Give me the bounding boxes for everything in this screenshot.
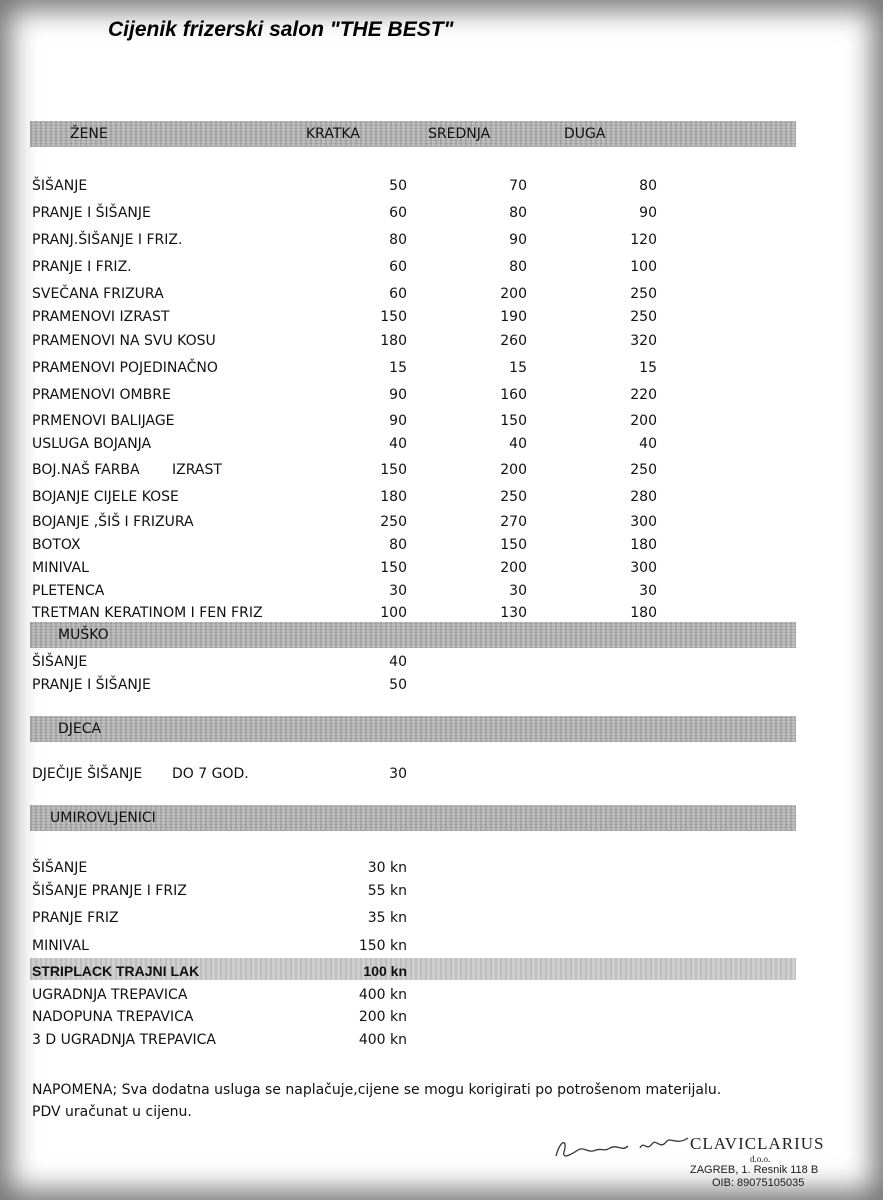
price-long: 250 [630, 309, 657, 325]
service-note: IZRAST [172, 462, 222, 478]
price-row [0, 987, 883, 1007]
price-short: 100 [380, 605, 407, 621]
price-medium: 150 [500, 413, 527, 429]
price-row [0, 583, 883, 603]
price-short: 40 [389, 654, 407, 670]
service-name: UGRADNJA TREPAVICA [32, 987, 188, 1003]
price-long: 180 [630, 605, 657, 621]
price-short: 40 [389, 436, 407, 452]
price-short: 90 [389, 413, 407, 429]
service-name: ŠIŠANJE PRANJE I FRIZ [32, 883, 187, 899]
price-short: 150 [380, 462, 407, 478]
price-row [0, 436, 883, 456]
price-long: 250 [630, 286, 657, 302]
price-medium: 80 [509, 205, 527, 221]
price-long: 300 [630, 560, 657, 576]
price-short: 400 kn [358, 987, 407, 1003]
price-medium: 30 [509, 583, 527, 599]
price-row [0, 387, 883, 407]
price-long: 180 [630, 537, 657, 553]
price-row [0, 963, 883, 983]
price-short: 55 kn [367, 883, 407, 899]
company-stamp [690, 1134, 860, 1190]
price-row [0, 286, 883, 306]
price-row [0, 489, 883, 509]
price-short: 400 kn [358, 1032, 407, 1048]
price-row [0, 938, 883, 958]
price-short: 80 [389, 232, 407, 248]
service-name: ŠIŠANJE [32, 860, 88, 876]
price-short: 60 [389, 286, 407, 302]
price-row [0, 1032, 883, 1052]
price-row [0, 259, 883, 279]
price-row [0, 537, 883, 557]
price-medium: 200 [500, 560, 527, 576]
price-short: 35 kn [367, 910, 407, 926]
price-row [0, 766, 883, 786]
service-name: PRANJE I ŠIŠANJE [32, 677, 151, 693]
service-name: NADOPUNA TREPAVICA [32, 1009, 194, 1025]
service-note: DO 7 GOD. [172, 766, 249, 782]
service-name: SVEČANA FRIZURA [32, 286, 164, 302]
price-medium: 90 [509, 232, 527, 248]
price-row [0, 232, 883, 252]
price-row [0, 860, 883, 880]
stamp-address: ZAGREB, 1. Resnik 118 B [690, 1164, 819, 1176]
men-header-label: MUŠKO [58, 627, 109, 643]
note-line-1: NAPOMENA; Sva dodatna usluga se naplačuje,cijene se mogu korigirati po potrošenom materijalu. [32, 1082, 722, 1098]
price-row [0, 205, 883, 225]
price-long: 80 [639, 178, 657, 194]
price-short: 80 [389, 537, 407, 553]
service-name: USLUGA BOJANJA [32, 436, 152, 452]
price-short: 150 kn [358, 938, 407, 954]
service-name: PRAMENOVI POJEDINAČNO [32, 360, 218, 376]
service-name: BOJANJE ,ŠIŠ I FRIZURA [32, 514, 194, 530]
price-short: 250 [380, 514, 407, 530]
price-medium: 70 [509, 178, 527, 194]
seniors-header-label: UMIROVLJENICI [50, 810, 156, 826]
service-name: PRAMENOVI OMBRE [32, 387, 171, 403]
price-long: 320 [630, 333, 657, 349]
service-name: BOJ.NAŠ FARBA [32, 462, 140, 478]
women-header-label: ŽENE [70, 126, 108, 142]
column-header-medium: SREDNJA [428, 126, 491, 142]
price-row [0, 883, 883, 903]
price-short: 50 [389, 677, 407, 693]
price-long: 15 [639, 360, 657, 376]
price-row [0, 309, 883, 329]
price-short: 100 kn [363, 963, 407, 979]
price-short: 180 [380, 489, 407, 505]
price-row [0, 333, 883, 353]
price-medium: 200 [500, 286, 527, 302]
price-long: 30 [639, 583, 657, 599]
price-long: 120 [630, 232, 657, 248]
price-medium: 250 [500, 489, 527, 505]
service-name: PRANJE I ŠIŠANJE [32, 205, 151, 221]
section-header-kids [30, 716, 796, 742]
price-row [0, 1009, 883, 1029]
price-medium: 190 [500, 309, 527, 325]
column-header-short: KRATKA [306, 126, 360, 142]
price-row [0, 413, 883, 433]
price-long: 280 [630, 489, 657, 505]
service-name: PRAMENOVI NA SVU KOSU [32, 333, 216, 349]
service-name: MINIVAL [32, 938, 89, 954]
price-medium: 160 [500, 387, 527, 403]
service-name: PRANJ.ŠIŠANJE I FRIZ. [32, 232, 183, 248]
service-name: ŠIŠANJE [32, 178, 88, 194]
price-long: 300 [630, 514, 657, 530]
kids-header-label: DJECA [58, 721, 102, 737]
stamp-oib: OIB: 89075105035 [712, 1177, 805, 1189]
price-medium: 270 [500, 514, 527, 530]
price-short: 150 [380, 309, 407, 325]
section-header-men [30, 622, 796, 648]
service-name: PRAMENOVI IZRAST [32, 309, 170, 325]
service-name: STRIPLACK TRAJNI LAK [32, 963, 200, 979]
price-long: 90 [639, 205, 657, 221]
service-name: MINIVAL [32, 560, 89, 576]
price-row [0, 654, 883, 674]
price-short: 200 kn [358, 1009, 407, 1025]
price-short: 150 [380, 560, 407, 576]
price-long: 100 [630, 259, 657, 275]
page-title: Cijenik frizerski salon "THE BEST" [108, 18, 454, 41]
price-short: 180 [380, 333, 407, 349]
service-name: BOTOX [32, 537, 81, 553]
price-medium: 200 [500, 462, 527, 478]
service-name: TRETMAN KERATINOM I FEN FRIZ [32, 605, 263, 621]
price-short: 50 [389, 178, 407, 194]
price-medium: 150 [500, 537, 527, 553]
price-long: 250 [630, 462, 657, 478]
price-row [0, 910, 883, 930]
price-long: 220 [630, 387, 657, 403]
price-short: 15 [389, 360, 407, 376]
signature-image [548, 1118, 698, 1168]
price-short: 30 [389, 583, 407, 599]
note-line-2: PDV uračunat u cijenu. [32, 1104, 192, 1120]
stamp-company-type: d.o.o. [750, 1154, 771, 1164]
section-header-women [30, 121, 796, 147]
price-long: 40 [639, 436, 657, 452]
price-medium: 40 [509, 436, 527, 452]
price-row [0, 677, 883, 697]
price-long: 200 [630, 413, 657, 429]
service-name: PLETENCA [32, 583, 105, 599]
column-header-long: DUGA [564, 126, 606, 142]
service-name: PRANJE FRIZ [32, 910, 119, 926]
price-short: 90 [389, 387, 407, 403]
price-row [0, 462, 883, 482]
price-row [0, 360, 883, 380]
price-short: 60 [389, 205, 407, 221]
price-short: 60 [389, 259, 407, 275]
service-name: DJEČIJE ŠIŠANJE [32, 766, 143, 782]
service-name: ŠIŠANJE [32, 654, 88, 670]
price-medium: 130 [500, 605, 527, 621]
section-header-seniors [30, 805, 796, 831]
price-short: 30 kn [367, 860, 407, 876]
price-row [0, 178, 883, 198]
price-medium: 260 [500, 333, 527, 349]
price-row [0, 560, 883, 580]
service-name: BOJANJE CIJELE KOSE [32, 489, 179, 505]
price-medium: 80 [509, 259, 527, 275]
price-medium: 15 [509, 360, 527, 376]
service-name: PRMENOVI BALIJAGE [32, 413, 175, 429]
price-row [0, 514, 883, 534]
service-name: PRANJE I FRIZ. [32, 259, 132, 275]
price-short: 30 [389, 766, 407, 782]
service-name: 3 D UGRADNJA TREPAVICA [32, 1032, 216, 1048]
stamp-company-name: CLAVICLARIUS [690, 1134, 825, 1153]
